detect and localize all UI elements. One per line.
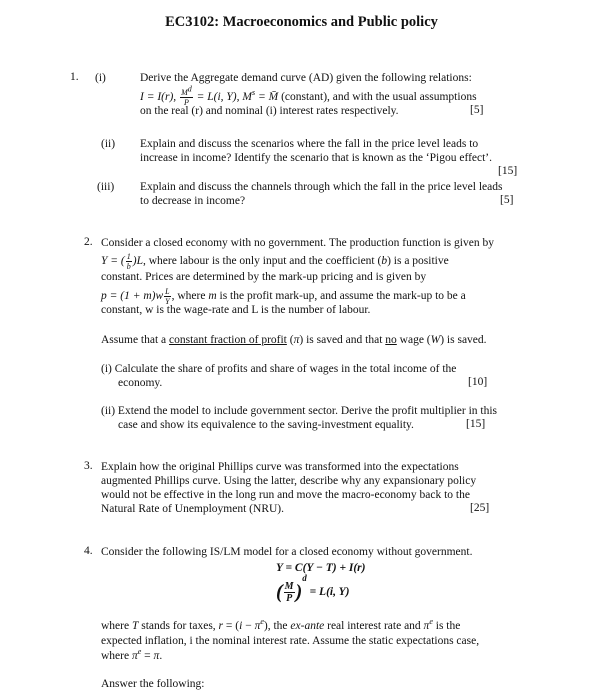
q1-i-line3: on the real (r) and nominal (i) interest rates respectively. [140, 105, 399, 117]
q3-number: 3. [84, 460, 93, 472]
q2-line1: Consider a closed economy with no government. The production function is given by [101, 237, 494, 249]
q2-line3: constant. Prices are determined by the mark-up pricing and is given by [101, 271, 427, 283]
q1-ii-label: (ii) [101, 138, 116, 150]
q2-sub1-line1: (i) Calculate the share of profits and share of wages in the total income of the [101, 363, 457, 375]
q1-iii-marks: [5] [500, 194, 514, 206]
page-title: EC3102: Macroeconomics and Public policy [165, 14, 438, 30]
q2-sub2-line1: (ii) Extend the model to include government sector. Derive the profit multiplier in this [101, 405, 498, 417]
q1-i-label: (i) [95, 72, 106, 84]
q2-assume: Assume that a constant fraction of profit (π) is saved and that no wage (W) is saved. [101, 334, 487, 346]
q2-sub1-marks: [10] [468, 376, 488, 388]
q2-sub1-line2: economy. [118, 377, 163, 389]
q1-iii-line2: to decrease in income? [140, 195, 246, 207]
q2-number: 2. [84, 236, 93, 248]
q4-where2: expected inflation, i the nominal interest rate. Assume the static expectations case, [101, 635, 480, 647]
q4-line1: Consider the following IS/LM model for a closed economy without government. [101, 546, 473, 558]
q1-ii-marks: [15] [498, 165, 518, 177]
q1-i-equation: I = I(r), $\frac{M^d}{P}$ = L(i, Y), $M^s$ = M̄ (constant), and with the usual assumptions [140, 84, 477, 107]
q3-marks: [25] [470, 502, 490, 514]
q3-line1: Explain how the original Phillips curve was transformed into the expectations [101, 461, 459, 473]
q1-number: 1. [70, 71, 79, 83]
q4-eq2: ( $\frac{M}{P}$ )$^d$ = L(i, Y) [276, 573, 350, 604]
q4-answer: Answer the following: [101, 678, 205, 690]
q3-line4: Natural Rate of Unemployment (NRU). [101, 503, 284, 515]
q3-line2: augmented Phillips curve. Using the latter, describe why any expansionary policy [101, 475, 477, 487]
q3-line3: would not be effective in the long run and move the macro-economy back to the [101, 489, 470, 501]
q1-iii-label: (iii) [97, 181, 115, 193]
q1-i-line1: Derive the Aggregate demand curve (AD) given the following relations: [140, 72, 472, 84]
q4-eq1: Y = C(Y − T) + I(r) [276, 562, 366, 574]
q4-where1: where T stands for taxes, $r = (i - \pi^e)$, the ex-ante real interest rate and $\pi^e$ is the [101, 617, 461, 632]
q4-number: 4. [84, 545, 93, 557]
q4-where3: where $\pi^e = \pi$. [101, 647, 163, 662]
q2-sub2-line2: case and show its equivalence to the saving-investment equality. [118, 419, 414, 431]
q2-line2: Y = ( $\frac{1}{b}$ )L, where labour is the only input and the coefficient (b) is a positive [101, 252, 449, 271]
q1-iii-line1: Explain and discuss the channels through which the fall in the price level leads [140, 181, 503, 193]
q2-sub2-marks: [15] [466, 418, 486, 430]
q1-ii-line1: Explain and discuss the scenarios where the fall in the price level leads to [140, 138, 479, 150]
q2-line5: constant, w is the wage-rate and L is the number of labour. [101, 304, 371, 316]
q1-i-marks: [5] [470, 104, 484, 116]
q1-ii-line2: increase in income? Identify the scenario that is known as the ‘Pigou effect’. [140, 152, 493, 164]
q2-line4: p = (1 + m)w $\frac{L}{Y}$ , where m is the profit mark-up, and assume the mark-up to be a [101, 287, 466, 306]
